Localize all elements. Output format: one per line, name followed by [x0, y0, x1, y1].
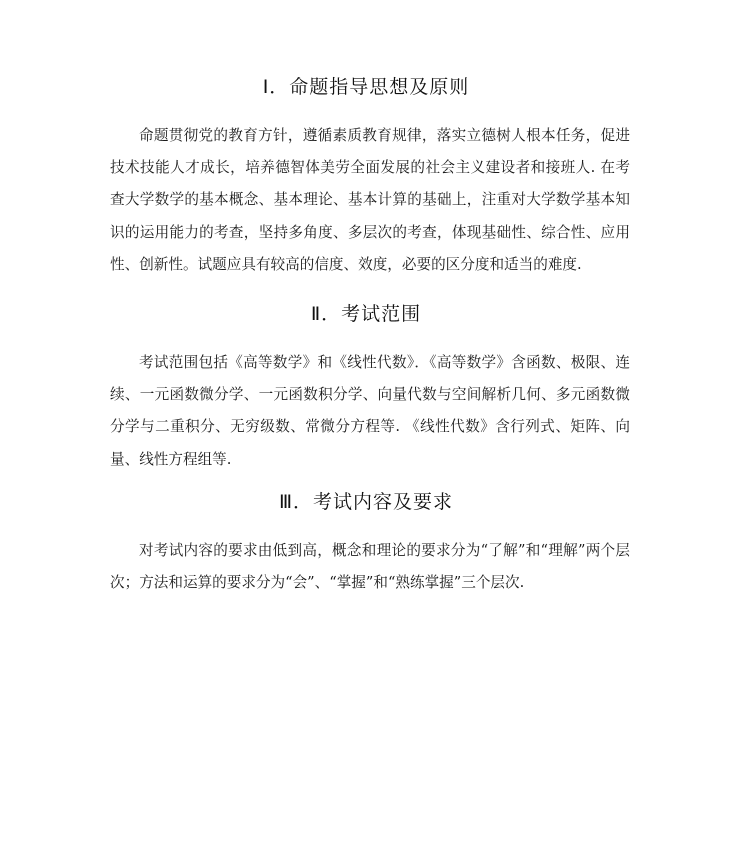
section-title-exam-scope: Ⅱ．考试范围: [310, 303, 422, 325]
section-body-content-requirements: 对考试内容的要求由低到高，概念和理论的要求分为“了解”和“理解”两个层次；方法和运算的要求分为“会”、“掌握”和“熟练掌握”三个层次.: [110, 542, 630, 592]
section-body-guiding-principles: 命题贯彻党的教育方针，遵循素质教育规律，落实立德树人根本任务，促进技术技能人才成长，培养德智体美劳全面发展的社会主义建设者和接班人. 在考查大学数学的基本概念、基本理论、基本计算的基础上，注重对大学数学基本知识的运用能力的考查，坚持多角度、多层次的考查，体现基础性、综合性、应用性、创新性。试题应具有较高的信度、效度，必要的区分度和适当的难度.: [110, 127, 630, 273]
section-title-content-requirements: Ⅲ．考试内容及要求: [278, 491, 454, 513]
section-body-exam-scope: 考试范围包括《高等数学》和《线性代数》．《高等数学》含函数、极限、连续、一元函数微分学、一元函数积分学、向量代数与空间解析几何、多元函数微分学与二重积分、无穷级数、常微分方程等. 《线性代数》含行列式、矩阵、向量、线性方程组等.: [110, 354, 630, 468]
section-title-guiding-principles: Ⅰ．命题指导思想及原则: [262, 76, 470, 98]
